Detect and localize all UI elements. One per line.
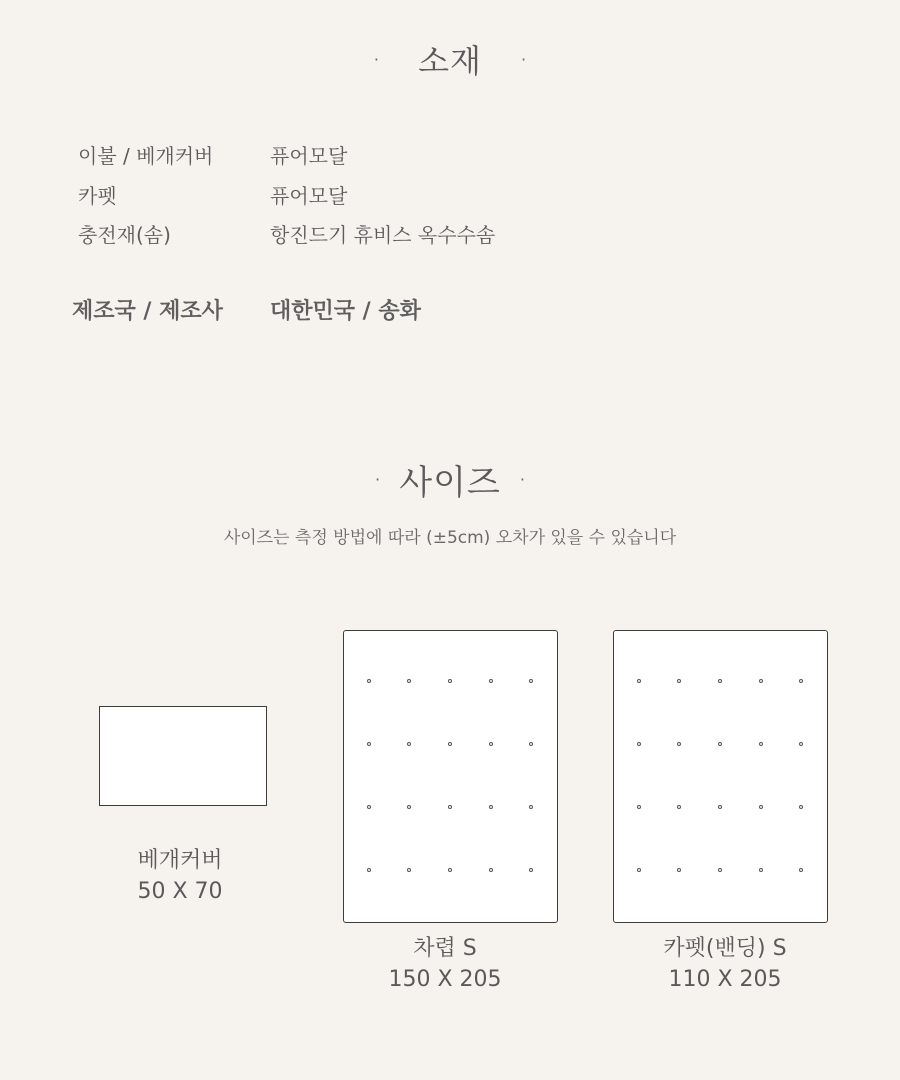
quilt-caption: [345, 933, 545, 995]
quilting-dot: [759, 868, 763, 872]
quilting-dot: [407, 742, 411, 746]
material-row-key: 이불 / 베개커버: [78, 144, 214, 168]
quilting-dot: [759, 805, 763, 809]
quilting-dot: [529, 742, 533, 746]
quilting-dot: [718, 679, 722, 683]
size-item-dims: 150 X 205: [388, 967, 502, 992]
size-item-name: 카펫(밴딩) S: [663, 936, 787, 961]
carpet-illustration: [613, 630, 828, 923]
material-row-value: 퓨어모달: [270, 184, 348, 208]
carpet-dot-grid: [614, 631, 827, 922]
quilting-dot: [407, 679, 411, 683]
quilting-dot: [718, 805, 722, 809]
quilting-dot: [718, 868, 722, 872]
origin-value: 대한민국 / 송화: [270, 299, 421, 324]
quilting-dot: [759, 679, 763, 683]
quilting-dot: [637, 742, 641, 746]
pillowcase-illustration: [99, 706, 267, 806]
size-section-title: [0, 455, 900, 503]
quilting-dot: [799, 742, 803, 746]
quilting-dot: [489, 679, 493, 683]
title-dot-left: ·: [375, 470, 381, 489]
size-title-label: 사이즈: [399, 463, 501, 503]
quilt-illustration: [343, 630, 558, 923]
quilting-dot: [677, 805, 681, 809]
quilting-dot: [489, 742, 493, 746]
quilting-dot: [489, 805, 493, 809]
pillowcase-caption: [80, 845, 280, 907]
title-dot-left: ·: [373, 49, 379, 69]
size-tolerance-note: 사이즈는 측정 방법에 따라 (±5cm) 오차가 있을 수 있습니다: [223, 528, 677, 548]
size-item-dims: 110 X 205: [668, 967, 782, 992]
origin-key: 제조국 / 제조사: [72, 299, 223, 324]
quilting-dot: [367, 805, 371, 809]
quilting-dot: [448, 742, 452, 746]
quilting-dot: [799, 679, 803, 683]
quilting-dot: [529, 805, 533, 809]
carpet-caption: [625, 933, 825, 995]
quilting-dot: [407, 868, 411, 872]
material-row-key: 카펫: [78, 184, 117, 208]
quilting-dot: [529, 679, 533, 683]
material-section-title: [0, 36, 900, 80]
material-row-value: 항진드기 휴비스 옥수수솜: [270, 223, 496, 247]
quilting-dot: [799, 805, 803, 809]
size-item-dims: 50 X 70: [137, 879, 223, 904]
quilting-dot: [407, 805, 411, 809]
quilting-dot: [637, 679, 641, 683]
quilting-dot: [637, 868, 641, 872]
quilting-dot: [448, 679, 452, 683]
quilting-dot: [448, 868, 452, 872]
quilting-dot: [489, 868, 493, 872]
quilting-dot: [759, 742, 763, 746]
quilting-dot: [367, 679, 371, 683]
quilting-dot: [799, 868, 803, 872]
title-dot-right: ·: [521, 49, 527, 69]
quilting-dot: [677, 742, 681, 746]
size-item-name: 차렵 S: [413, 936, 477, 961]
size-item-name: 베개커버: [137, 848, 223, 873]
quilting-dot: [529, 868, 533, 872]
quilting-dot: [637, 805, 641, 809]
quilting-dot: [718, 742, 722, 746]
material-row-key: 충전재(솜): [78, 223, 171, 247]
quilt-dot-grid: [344, 631, 557, 922]
material-title-label: 소재: [418, 42, 482, 80]
quilting-dot: [448, 805, 452, 809]
quilting-dot: [367, 868, 371, 872]
quilting-dot: [677, 679, 681, 683]
quilting-dot: [367, 742, 371, 746]
title-dot-right: ·: [519, 470, 525, 489]
material-row-value: 퓨어모달: [270, 144, 348, 168]
quilting-dot: [677, 868, 681, 872]
